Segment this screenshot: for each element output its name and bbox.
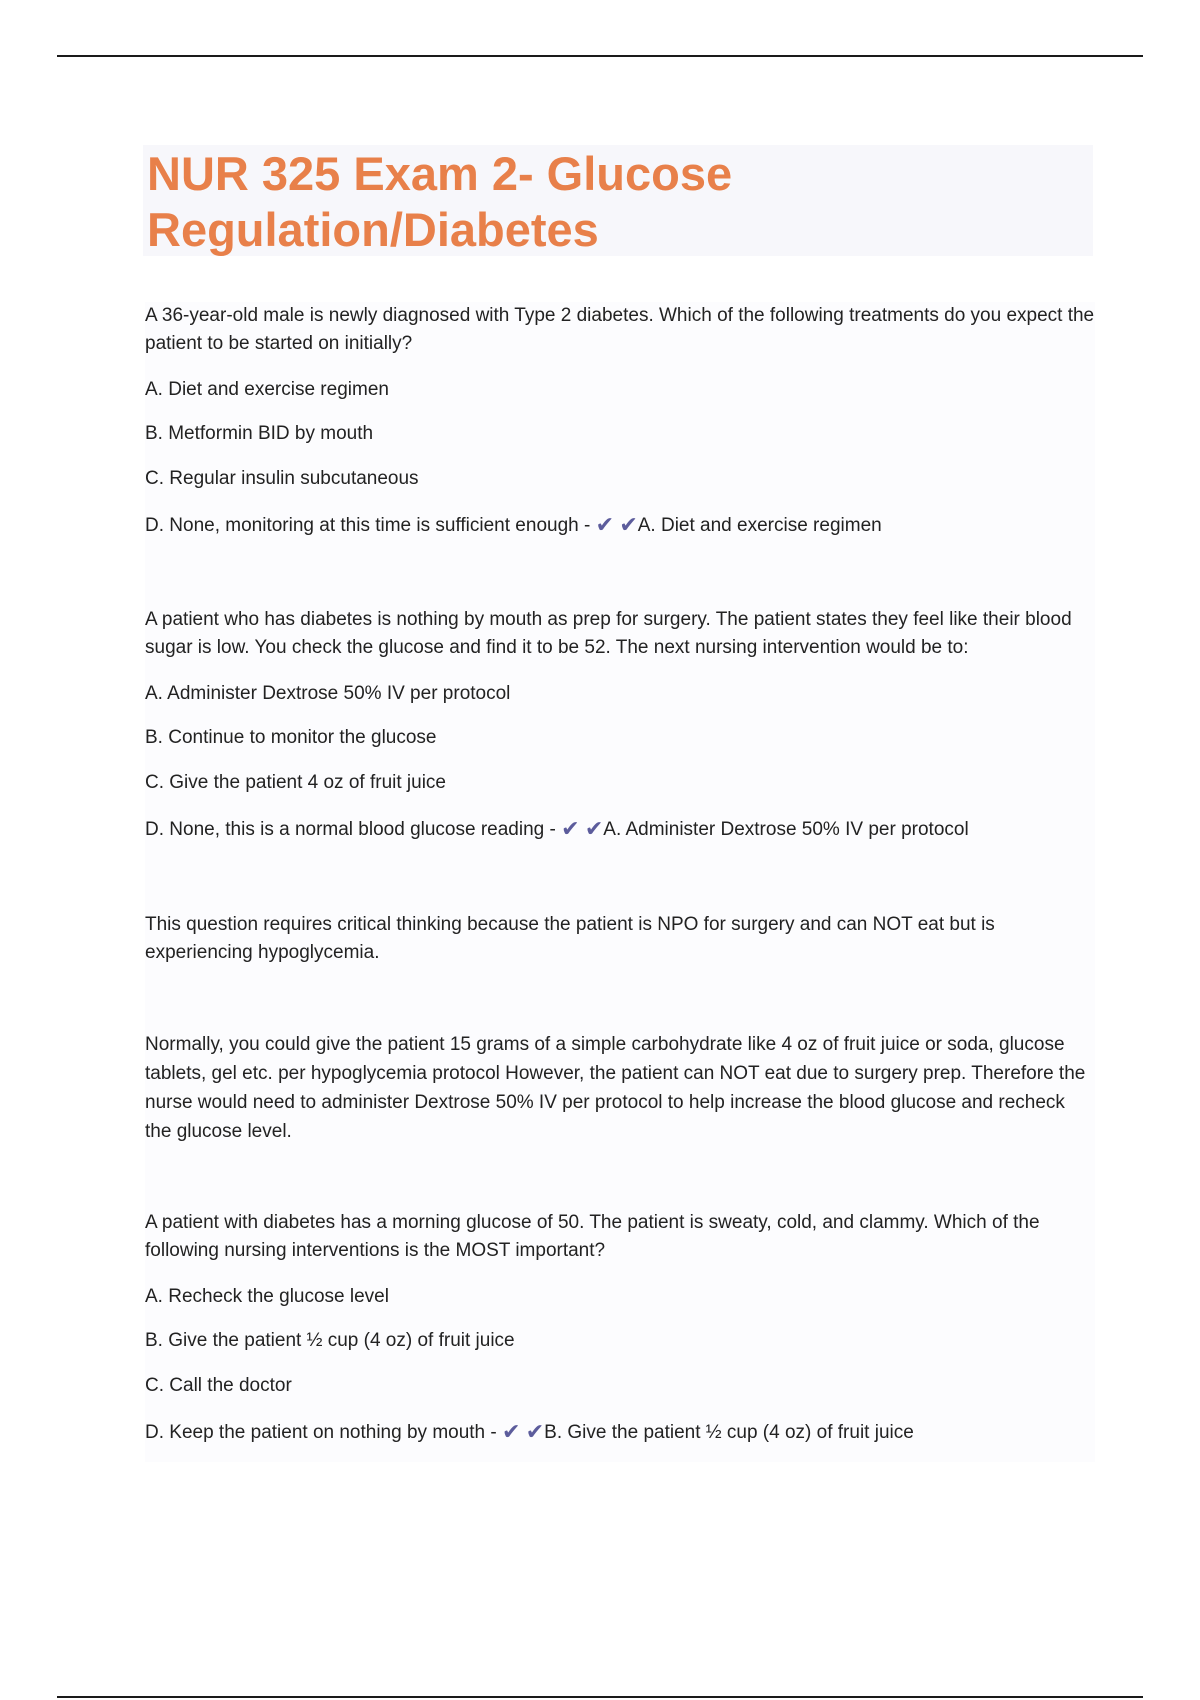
bottom-rule [57, 1696, 1143, 1698]
question-2-option-b: B. Continue to monitor the glucose [145, 727, 437, 748]
explanation-2 [145, 1030, 1095, 1146]
check-icon: ✔ [525, 1420, 545, 1445]
top-rule [57, 55, 1143, 57]
question-3-option-d-line [145, 1419, 1095, 1447]
question-1-option-d: D. None, monitoring at this time is sufficient enough - [145, 515, 591, 536]
explanation-2-text: Normally, you could give the patient 15 grams of a simple carbohydrate like 4 oz of fruit juice or soda, glucose tablets, gel etc. per hypoglycemia protocol However, the patient can NOT eat due to surgery prep. Therefore the nurse would need to administer Dextrose 50% IV per protocol to help increase the blood glucose and recheck the glucose level. [145, 1034, 1086, 1142]
question-2 [145, 606, 1095, 844]
question-2-option-c: C. Give the patient 4 oz of fruit juice [145, 772, 446, 793]
question-1-option-d-line [145, 512, 1095, 540]
question-1-answer: A. Diet and exercise regimen [637, 515, 882, 536]
explanation-1-text: This question requires critical thinking because the patient is NPO for surgery and can NOT eat but is experiencing hypoglycemia. [145, 914, 995, 963]
question-3-option-d: D. Keep the patient on nothing by mouth - [145, 1422, 497, 1443]
question-2-option-d: D. None, this is a normal blood glucose reading - [145, 819, 556, 840]
question-3-answer: B. Give the patient ½ cup (4 oz) of fruit juice [544, 1422, 914, 1443]
question-2-prompt: A patient who has diabetes is nothing by mouth as prep for surgery. The patient states they feel like their blood sugar is low. You check the glucose and find it to be 52. The next nursing intervention would be to: [145, 609, 1072, 658]
question-3-prompt: A patient with diabetes has a morning glucose of 50. The patient is sweaty, cold, and clammy. Which of the following nursing interventions is the MOST important? [145, 1212, 1040, 1261]
question-2-answer: A. Administer Dextrose 50% IV per protocol [603, 819, 969, 840]
question-1-option-c: C. Regular insulin subcutaneous [145, 468, 419, 489]
question-1-option-b: B. Metformin BID by mouth [145, 423, 374, 444]
explanation-1 [145, 911, 1095, 967]
question-1 [145, 302, 1095, 540]
question-1-prompt: A 36-year-old male is newly diagnosed with Type 2 diabetes. Which of the following treatments do you expect the patient to be started on initially? [145, 305, 1095, 354]
check-icon: ✔ [561, 817, 580, 842]
question-3-option-c: C. Call the doctor [145, 1375, 292, 1396]
question-1-option-a: A. Diet and exercise regimen [145, 379, 389, 400]
document-body [145, 302, 1095, 1462]
check-icon: ✔ [502, 1420, 521, 1445]
page-title: NUR 325 Exam 2- Glucose Regulation/Diabetes [147, 147, 733, 256]
check-icon: ✔ [619, 513, 638, 538]
check-icon: ✔ [584, 817, 604, 842]
question-3 [145, 1209, 1095, 1447]
question-3-option-a: A. Recheck the glucose level [145, 1286, 389, 1307]
question-3-option-b: B. Give the patient ½ cup (4 oz) of fruit juice [145, 1330, 515, 1351]
question-2-option-a: A. Administer Dextrose 50% IV per protocol [145, 683, 511, 704]
check-icon: ✔ [595, 513, 615, 538]
question-2-option-d-line [145, 816, 1095, 844]
